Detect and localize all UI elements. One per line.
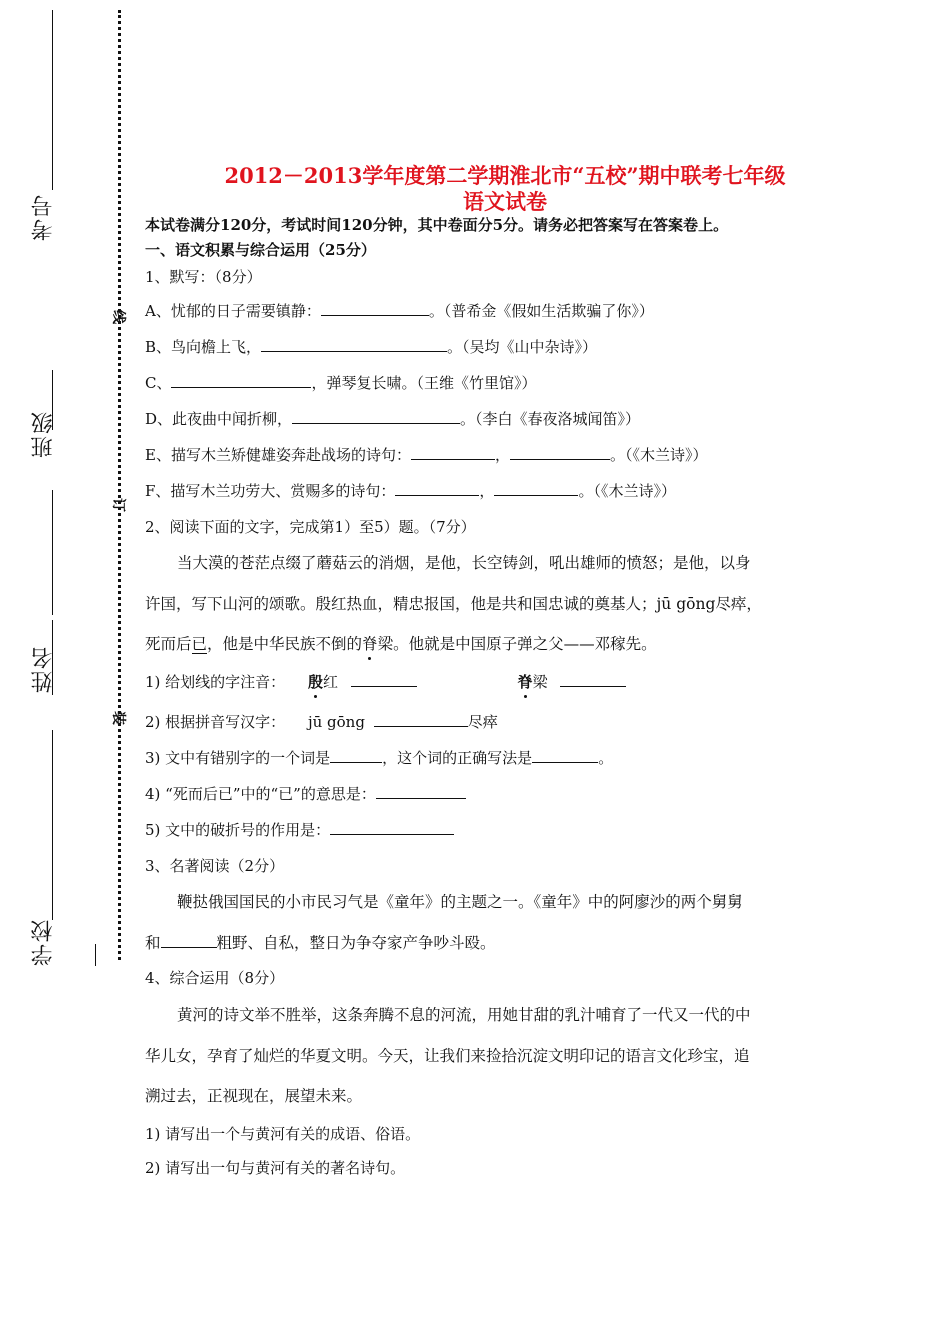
answer-blank[interactable]	[395, 481, 479, 496]
q1-heading: 1、默写：（8分）	[145, 268, 262, 286]
school-short-line	[95, 944, 96, 966]
section-heading: 一、语文积累与综合运用（25分）	[145, 241, 376, 259]
name-line-top	[52, 490, 53, 615]
q2-passage-line-2: 许国，写下山河的颂歌。殷红热血，精忠报国，他是共和国忠诚的奠基人；jū gōng尽瘁，	[145, 595, 762, 613]
q3-passage-line-2: 和 粗野、自私，整日为争夺家产争吵斗殴。	[145, 934, 496, 952]
answer-blank[interactable]	[532, 748, 598, 763]
answer-blank[interactable]	[494, 481, 578, 496]
q1-item-b: B、鸟向檐上飞， 。（吴均《山中杂诗》）	[145, 338, 598, 356]
q2-sub-5: 5) 文中的破折号的作用是：	[145, 819, 454, 840]
class-label: 班级	[31, 410, 56, 458]
answer-blank[interactable]	[321, 301, 429, 316]
q2-sub-2: 2) 根据拼音写汉字： jū gōng 尽瘁	[145, 713, 498, 731]
typo-word: 已	[191, 635, 208, 653]
answer-blank[interactable]	[161, 933, 217, 948]
q3-heading: 3、名著阅读（2分）	[145, 857, 285, 875]
q1-item-f: F、描写木兰功劳大、赏赐多的诗句： ， 。（《木兰诗》）	[145, 482, 676, 500]
answer-blank[interactable]	[292, 409, 460, 424]
answer-blank[interactable]	[330, 748, 382, 763]
q1-item-e: E、描写木兰矫健雄姿奔赴战场的诗句： ， 。（《木兰诗》）	[145, 446, 708, 464]
q4-sub-2: 2) 请写出一句与黄河有关的著名诗句。	[145, 1159, 406, 1177]
binding-char-ding: 订	[110, 498, 126, 512]
q1-item-a: A、忧郁的日子需要镇静： 。（普希金《假如生活欺骗了你》）	[145, 302, 654, 320]
dotted-char: 脊	[362, 635, 378, 653]
q2-passage-line-3: 死而后已，他是中华民族不倒的脊梁。他就是中国原子弹之父——邓稼先。	[145, 635, 657, 653]
q2-sub-3: 3) 文中有错别字的一个词是 ，这个词的正确写法是 。	[145, 749, 614, 767]
q1-item-d: D、此夜曲中闻折柳， 。（李白《春夜洛城闻笛》）	[145, 410, 641, 428]
answer-blank[interactable]	[411, 445, 495, 460]
answer-blank[interactable]	[261, 337, 447, 352]
answer-blank[interactable]	[376, 784, 466, 799]
school-line	[52, 730, 53, 920]
answer-blank[interactable]	[510, 445, 610, 460]
q4-heading: 4、综合运用（8分）	[145, 969, 285, 987]
school-label: 学校	[31, 918, 56, 966]
answer-blank[interactable]	[351, 672, 417, 687]
q4-passage-line-3: 溯过去，正视现在，展望未来。	[145, 1087, 363, 1105]
exam-instructions: 本试卷满分120分，考试时间120分钟，其中卷面分5分。请务必把答案写在答案卷上。	[145, 216, 729, 234]
exam-title: 2012－2013学年度第二学期淮北市“五校”期中联考七年级	[224, 163, 786, 188]
binding-char-zhuang: 装	[110, 711, 126, 725]
q2-sub-1: 1) 给划线的字注音： 殷红 脊梁	[145, 671, 626, 692]
binding-char-xian: 线	[110, 310, 126, 324]
exam-no-line	[52, 10, 53, 190]
q2-heading: 2、阅读下面的文字，完成第1）至5）题。（7分）	[145, 518, 476, 536]
answer-blank[interactable]	[374, 712, 468, 727]
q3-passage-line-1: 鞭挞俄国国民的小市民习气是《童年》的主题之一。《童年》中的阿廖沙的两个舅舅	[177, 893, 743, 911]
name-label: 姓名	[31, 645, 56, 693]
dotted-char: 殷	[307, 673, 323, 691]
answer-blank[interactable]	[171, 373, 311, 388]
answer-blank[interactable]	[560, 672, 626, 687]
q1-item-c: C、 ，弹琴复长啸。（王维《竹里馆》）	[145, 374, 537, 392]
binding-dotted-line	[118, 10, 121, 960]
exam-subtitle: 语文试卷	[463, 189, 547, 214]
answer-blank[interactable]	[330, 820, 454, 835]
dotted-char: 脊	[517, 673, 533, 691]
exam-no-label: 考号	[31, 193, 56, 241]
q4-passage-line-1: 黄河的诗文举不胜举，这条奔腾不息的河流，用她甘甜的乳汁哺育了一代又一代的中	[177, 1006, 751, 1024]
q2-sub-4: 4) “死而后已”中的“已”的意思是：	[145, 783, 466, 804]
q2-passage-line-1: 当大漠的苍茫点缀了蘑菇云的消烟，是他，长空铸剑，吼出雄师的愤怒；是他，以身	[177, 554, 751, 572]
q4-passage-line-2: 华儿女，孕育了灿烂的华夏文明。今天，让我们来捡拾沉淀文明印记的语言文化珍宝，追	[145, 1047, 750, 1065]
q4-sub-1: 1) 请写出一个与黄河有关的成语、俗语。	[145, 1125, 421, 1143]
